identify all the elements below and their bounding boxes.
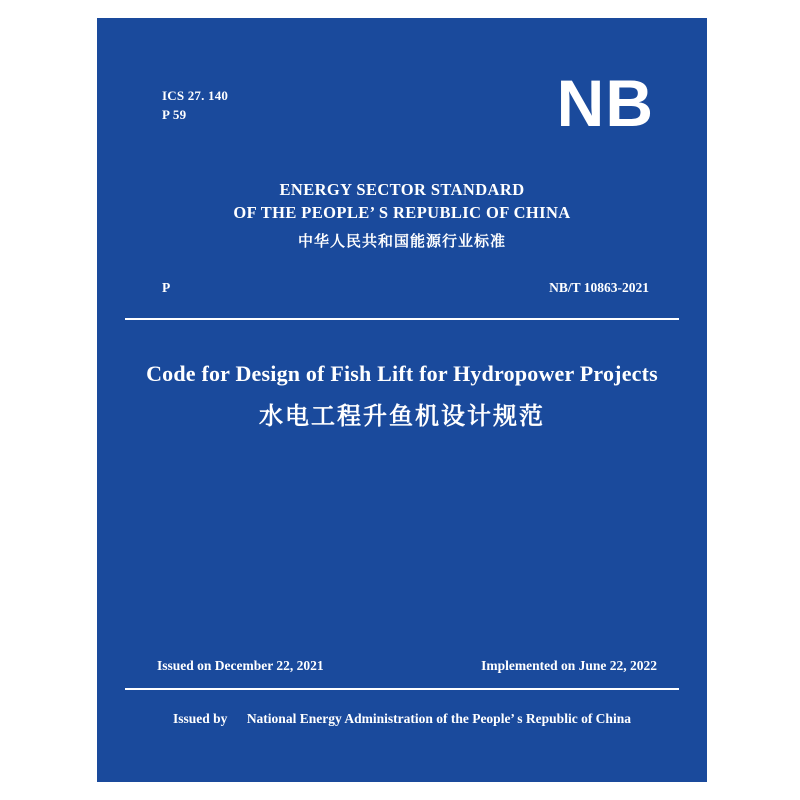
document-title [97,358,707,436]
issued-by-label: Issued by [173,711,228,726]
divider-top [125,318,679,320]
divider-bottom [125,688,679,690]
issued-date: Issued on December 22, 2021 [157,658,324,673]
issued-by [97,711,707,727]
standard-heading-line-2: OF THE PEOPLE’ S REPUBLIC OF CHINA [233,203,571,222]
classification-code: P 59 [162,107,187,122]
issued-by-organization: National Energy Administration of the People’ s Republic of China [246,711,631,726]
document-title-english: Code for Design of Fish Lift for Hydropower Projects [146,361,658,386]
implemented-date: Implemented on June 22, 2022 [481,658,657,673]
ics-number: ICS 27. 140 [162,88,229,103]
category-letter: P [162,280,171,295]
nb-logo: NB [556,66,654,140]
standard-heading-line-1: ENERGY SECTOR STANDARD [279,180,525,199]
standard-heading [97,178,707,254]
code-row [162,280,649,296]
document-title-chinese: 水电工程升鱼机设计规范 [259,402,545,430]
dates-row [157,658,657,674]
standard-number: NB/T 10863-2021 [549,280,649,295]
standard-cover [97,18,707,782]
ics-block [162,86,228,124]
standard-heading-chinese: 中华人民共和国能源行业标准 [297,232,506,250]
